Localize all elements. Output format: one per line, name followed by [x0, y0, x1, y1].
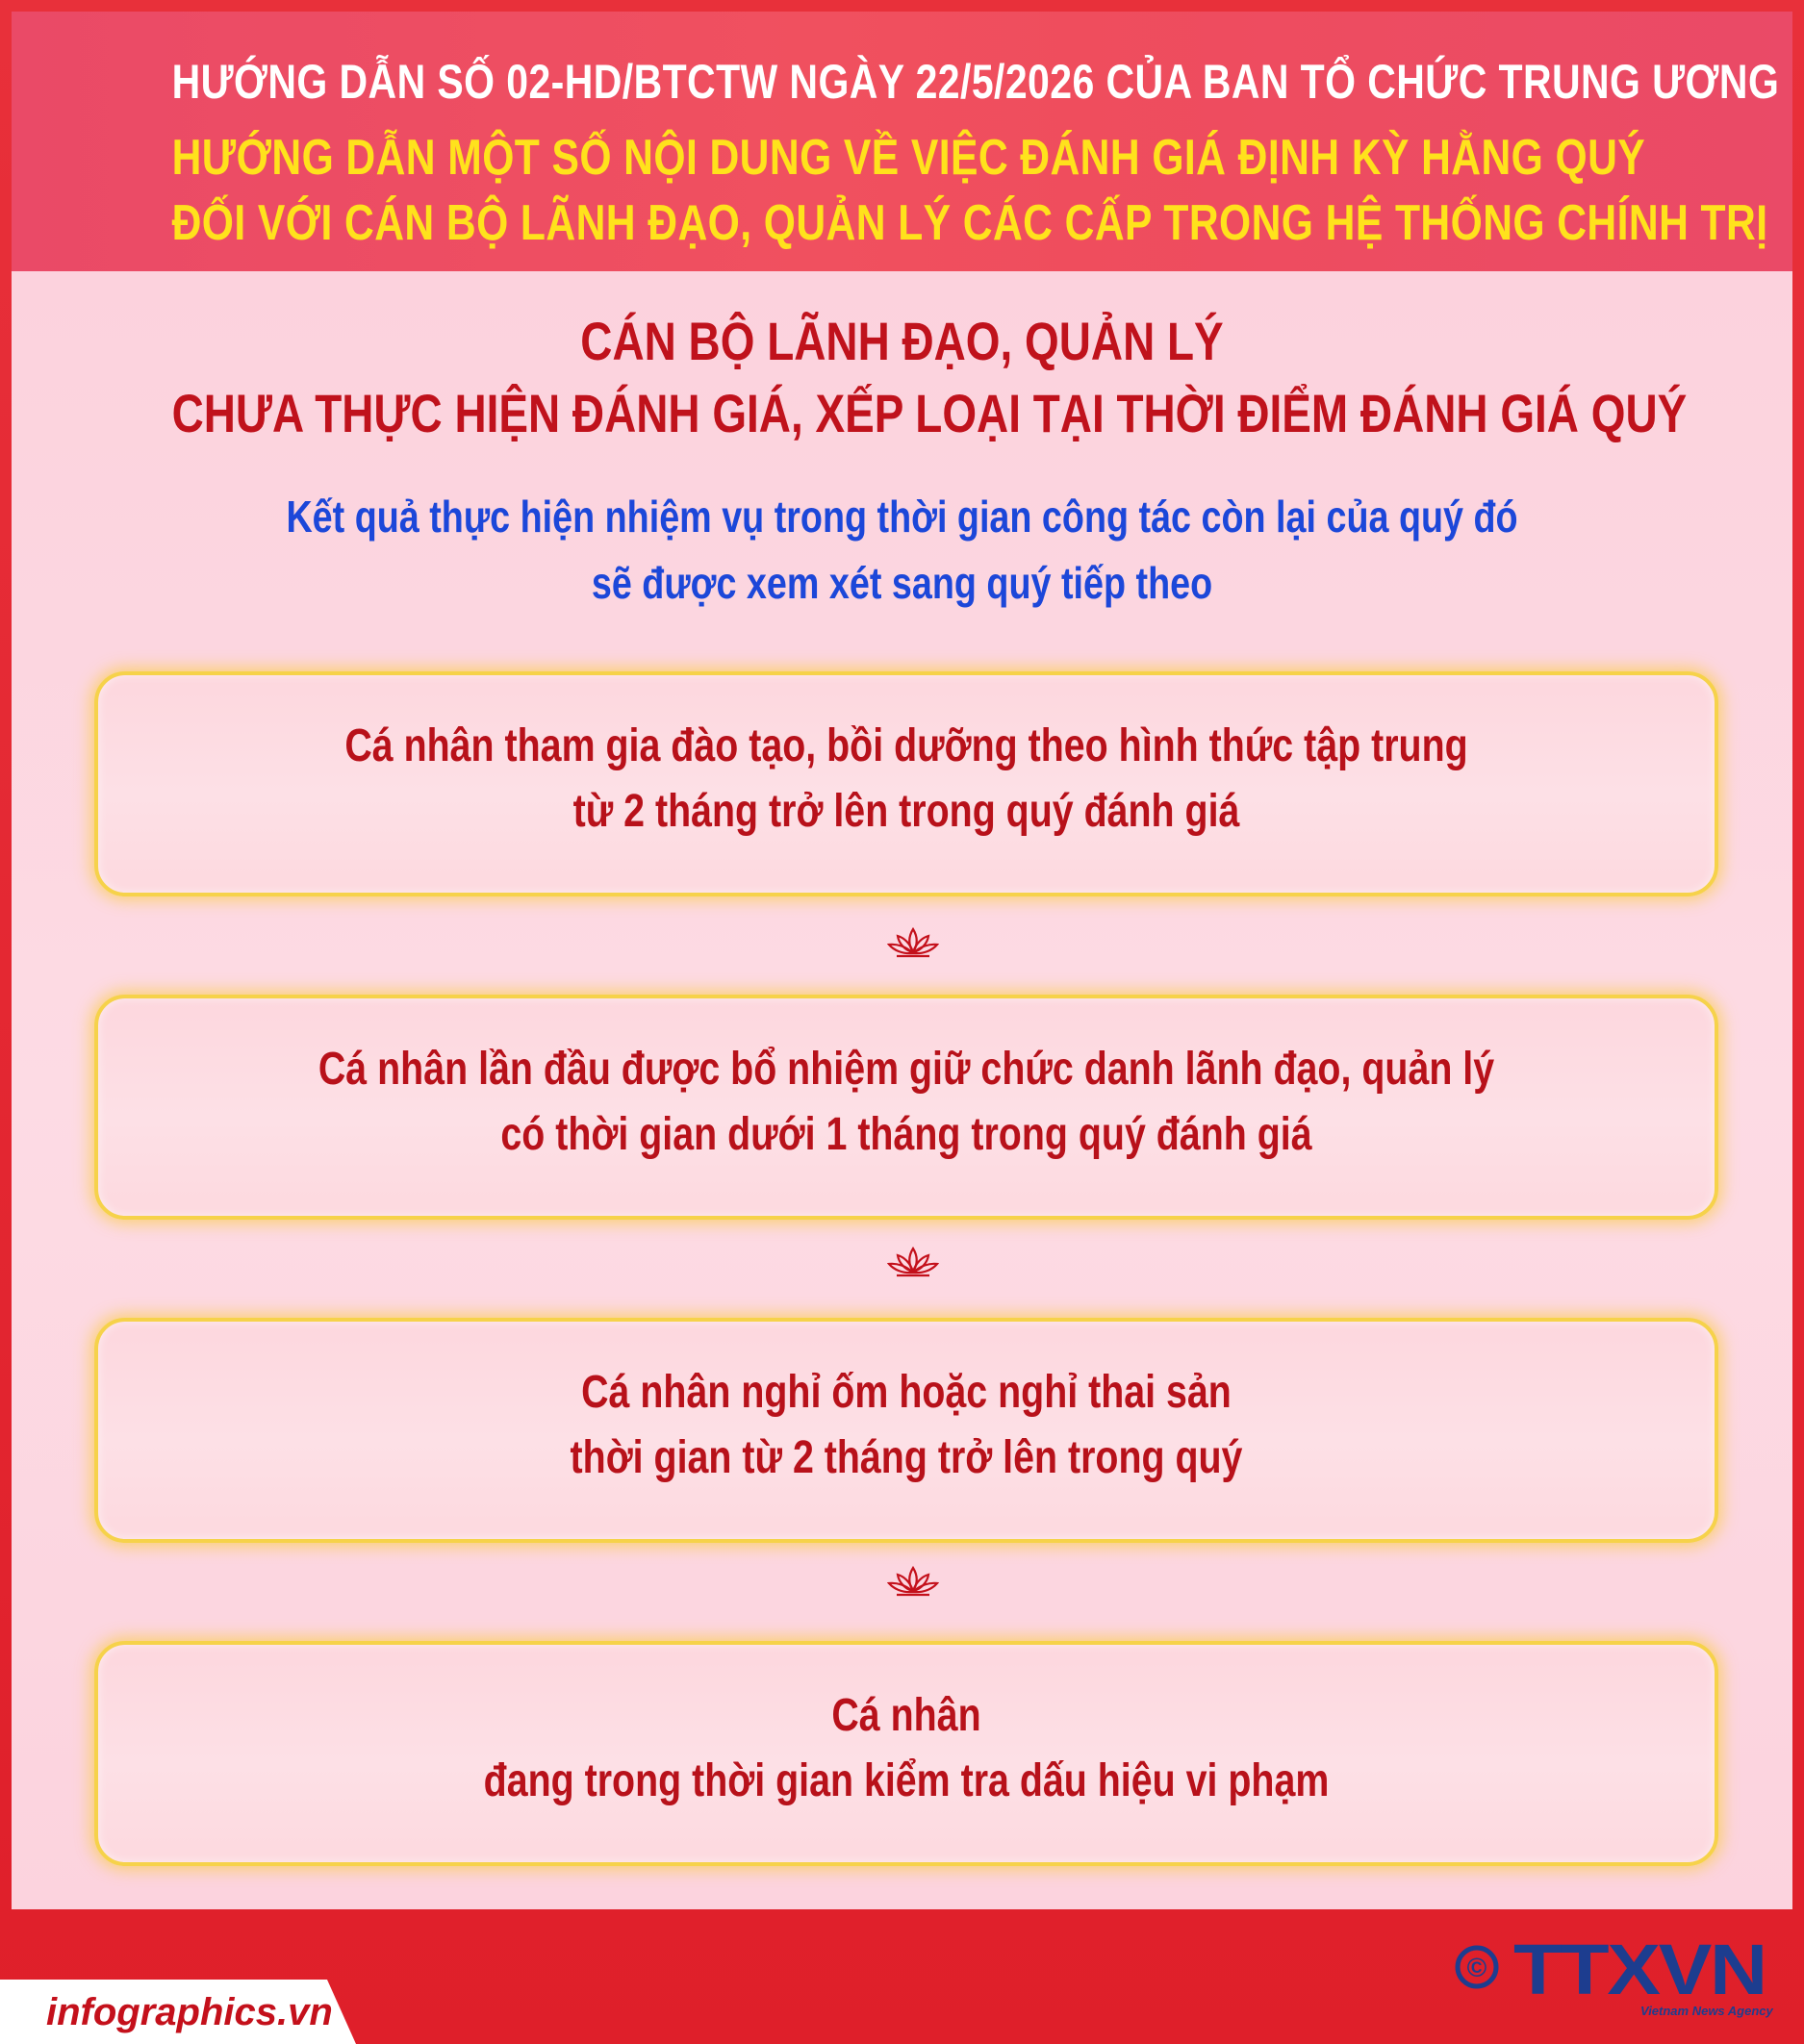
ttxvn-logo	[1448, 1929, 1775, 2021]
case-card-1	[94, 671, 1718, 896]
case-card-1-line-1: Cá nhân tham gia đào tạo, bồi dưỡng theo hình thức tập trung	[344, 720, 1468, 771]
case-card-4-line-1: Cá nhân	[831, 1690, 981, 1741]
case-card-2-line-1: Cá nhân lần đầu được bổ nhiệm giữ chức danh lãnh đạo, quản lý	[318, 1044, 1495, 1095]
section-note-line-2: sẽ được xem xét sang quý tiếp theo	[591, 558, 1213, 608]
lotus-icon	[887, 1247, 939, 1277]
section-title-line-1: CÁN BỘ LÃNH ĐẠO, QUẢN LÝ	[580, 311, 1224, 371]
header-title-line-2: ĐỐI VỚI CÁN BỘ LÃNH ĐẠO, QUẢN LÝ CÁC CẤP TRONG HỆ THỐNG CHÍNH TRỊ	[171, 195, 1768, 251]
logo-wordmark: TTXVN	[1513, 1930, 1766, 2009]
header-title-document: HƯỚNG DẪN SỐ 02-HD/BTCTW NGÀY 22/5/2026 CỦA BAN TỔ CHỨC TRUNG ƯƠNG	[171, 55, 1780, 109]
case-card-4	[94, 1641, 1718, 1866]
header-banner	[12, 12, 1792, 271]
copyright-symbol: ©	[1466, 1953, 1487, 1982]
footer-site-link[interactable]: infographics.vn	[46, 1991, 333, 2033]
section-title-line-2: CHƯA THỰC HIỆN ĐÁNH GIÁ, XẾP LOẠI TẠI THỜI ĐIỂM ĐÁNH GIÁ QUÝ	[171, 383, 1688, 443]
case-card-1-line-2: từ 2 tháng trở lên trong quý đánh giá	[572, 786, 1240, 837]
case-card-2	[94, 995, 1718, 1220]
case-card-4-line-2: đang trong thời gian kiểm tra dấu hiệu vi phạm	[483, 1755, 1330, 1806]
case-card-3-line-1: Cá nhân nghỉ ốm hoặc nghỉ thai sản	[581, 1367, 1232, 1418]
header-title-line-1: HƯỚNG DẪN MỘT SỐ NỘI DUNG VỀ VIỆC ĐÁNH GIÁ ĐỊNH KỲ HẰNG QUÝ	[171, 130, 1646, 186]
section-note-line-1: Kết quả thực hiện nhiệm vụ trong thời gian công tác còn lại của quý đó	[286, 492, 1518, 542]
case-card-3-line-2: thời gian từ 2 tháng trở lên trong quý	[570, 1432, 1243, 1483]
lotus-icon	[887, 927, 939, 958]
case-card-2-line-2: có thời gian dưới 1 tháng trong quý đánh giá	[500, 1109, 1312, 1160]
lotus-icon	[887, 1566, 939, 1597]
logo-subtitle: Vietnam News Agency	[1640, 2004, 1773, 2018]
content-panel	[12, 271, 1792, 1909]
case-card-3	[94, 1318, 1718, 1543]
